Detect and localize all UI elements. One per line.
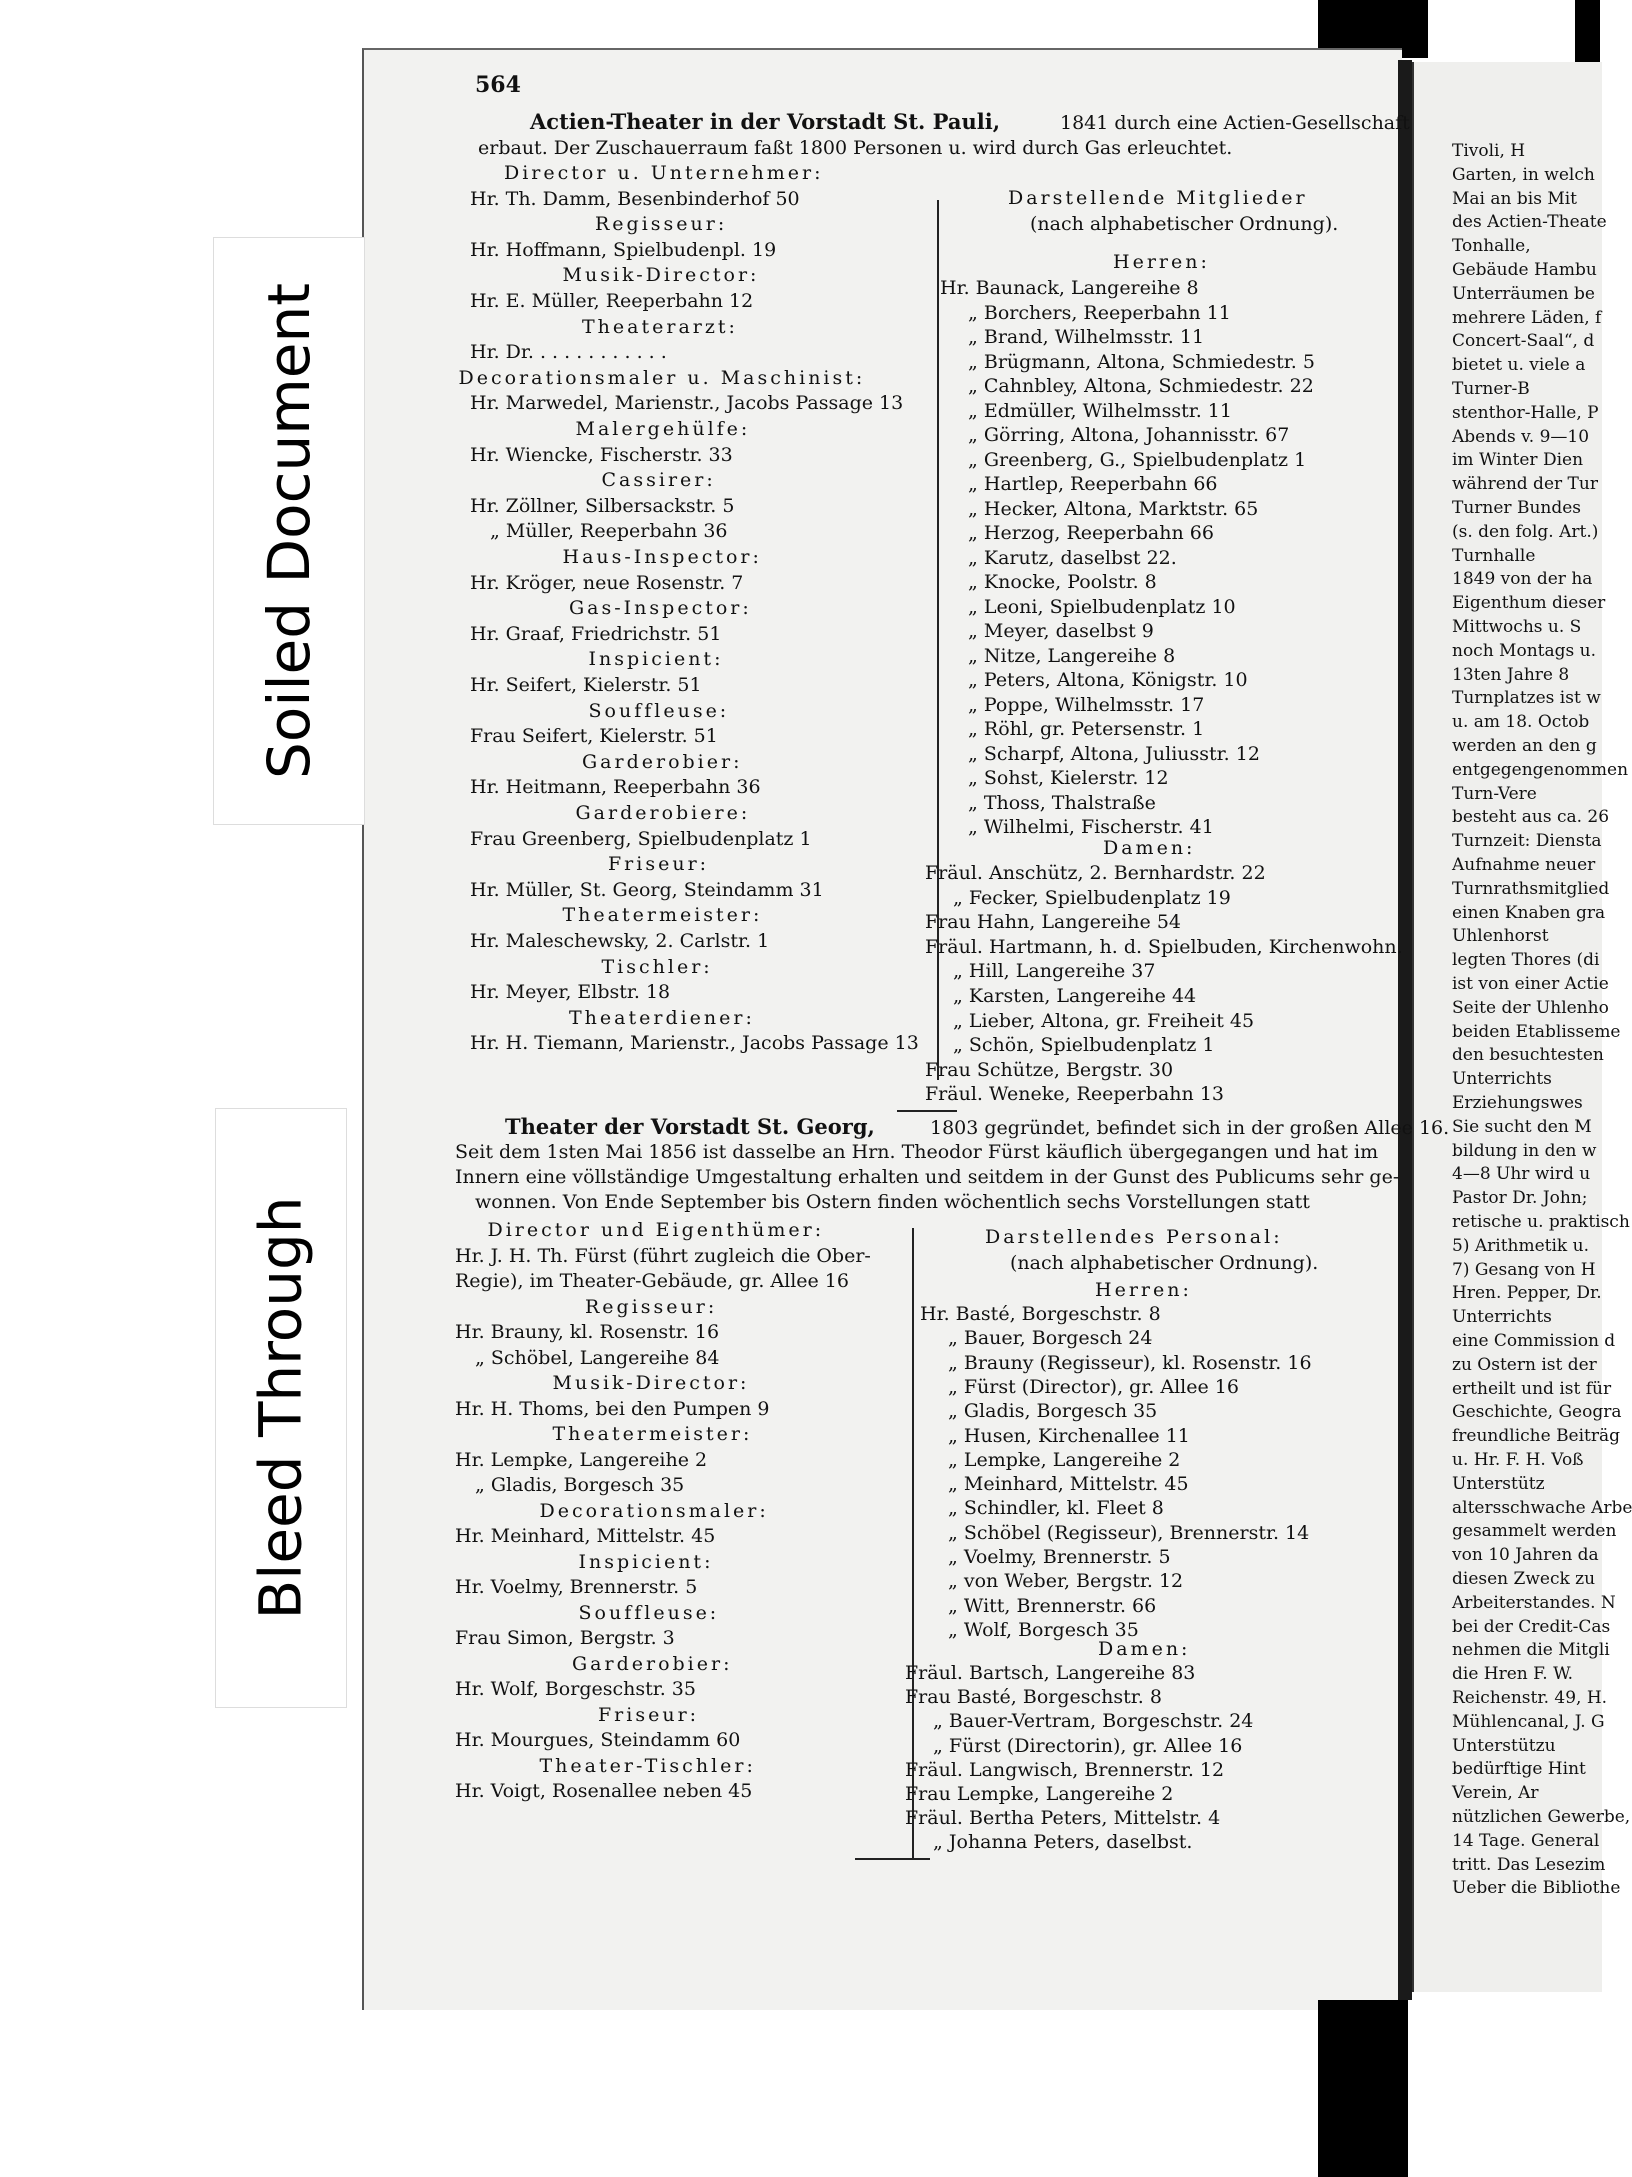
staff-role: Inspicient: [578,1550,714,1573]
right-page-line: Aufnahme neuer [1452,855,1596,875]
cast-entry: „ Karutz, daselbst 22. [968,546,1177,569]
cast-entry: „ Leoni, Spielbudenplatz 10 [968,595,1236,618]
right-page-line: Garten, in welch [1452,164,1595,185]
right-page-line: stenthor-Halle, P [1452,402,1599,423]
staff-role: Decorationsmaler u. Maschinist: [458,366,866,389]
section-rule [855,1858,930,1860]
right-page-line: des Actien-Theate [1452,212,1607,233]
staff-role: Director und Eigenthümer: [487,1219,825,1241]
right-page-line: Concert-Saal“, d [1452,331,1595,352]
cast-entry: „ Knocke, Poolstr. 8 [968,571,1157,593]
cast-entry: „ Brand, Wilhelmsstr. 11 [968,326,1205,348]
staff-entry: Hr. Dr. . . . . . . . . . . . [470,341,667,364]
right-page-line: beiden Etablisseme [1452,1021,1621,1042]
staff-entry: Hr. Meinhard, Mittelstr. 45 [455,1525,716,1547]
cast-entry: Fräul. Anschütz, 2. Bernhardstr. 22 [925,862,1266,884]
georg-damen-label: Damen: [1098,1638,1191,1660]
staff-role: Inspicient: [588,648,724,671]
right-page-line: freundliche Beiträg [1452,1426,1621,1447]
georg-intro-4: wonnen. Von Ende September bis Ostern finden wöchentlich sechs Vorstellungen statt [475,1191,1310,1213]
cast-entry: „ Lieber, Altona, gr. Freiheit 45 [953,1009,1255,1032]
cast-entry: „ Thoss, Thalstraße [968,791,1156,814]
staff-role: Cassirer: [601,469,716,492]
right-page-line: Mühlencanal, J. G [1452,1711,1605,1732]
staff-entry: Hr. H. Tiemann, Marienstr., Jacobs Passage 13 [470,1032,919,1055]
right-page-line: bildung in den w [1452,1140,1597,1161]
staff-entry: Hr. E. Müller, Reeperbahn 12 [470,290,754,312]
section-rule [897,1110,957,1112]
staff-entry: Hr. Müller, St. Georg, Steindamm 31 [470,878,824,901]
georg-herren-label: Herren: [1095,1279,1192,1301]
cast-entry: „ Edmüller, Wilhelmsstr. 11 [968,399,1232,422]
staff-role: Director u. Unternehmer: [504,162,824,184]
staff-entry: Hr. Hoffmann, Spielbudenpl. 19 [470,238,777,261]
right-page-line: Tivoli, H [1452,141,1526,161]
georg-cast-title: Darstellendes Personal: [985,1226,1283,1248]
right-page-line: Verein, Ar [1452,1783,1539,1804]
right-page-line: eine Commission d [1452,1331,1616,1351]
pauli-intro-2: erbaut. Der Zuschauerraum faßt 1800 Personen u. wird durch Gas erleuchtet. [478,137,1233,159]
cast-entry: „ Fecker, Spielbudenplatz 19 [953,886,1231,909]
staff-role: Theater-Tischler: [539,1754,756,1777]
staff-entry: Hr. Voelmy, Brennerstr. 5 [455,1576,698,1598]
staff-entry: Hr. Wolf, Borgeschstr. 35 [455,1678,696,1700]
cast-entry: „ Schindler, kl. Fleet 8 [948,1497,1164,1520]
cast-entry: „ Cahnbley, Altona, Schmiedestr. 22 [968,375,1314,397]
right-page-line: Erziehungswes [1452,1093,1583,1113]
staff-role: Musik-Director: [552,1372,750,1394]
staff-entry: Frau Seifert, Kielerstr. 51 [470,725,718,748]
cast-entry: „ Fürst (Director), gr. Allee 16 [948,1375,1239,1398]
cast-entry: „ Hecker, Altona, Marktstr. 65 [968,497,1259,520]
staff-role: Friseur: [608,853,710,876]
right-page-line: Mai an bis Mit [1452,188,1577,209]
right-page-line: Turnhalle [1452,545,1536,566]
cast-entry: „ Brauny (Regisseur), kl. Rosenstr. 16 [948,1351,1312,1374]
staff-entry: Hr. Lempke, Langereihe 2 [455,1448,708,1471]
right-page-line: altersschwache Arbe [1452,1497,1632,1518]
right-page-line: werden an den g [1452,736,1597,756]
cast-entry: „ Herzog, Reeperbahn 66 [968,522,1214,544]
staff-role: Regisseur: [595,213,728,236]
right-page-line: Pastor Dr. John; [1452,1188,1588,1209]
right-page-line: bei der Credit-Cas [1452,1616,1611,1637]
cast-entry: „ Gladis, Borgesch 35 [948,1400,1158,1423]
right-page-line: Seite der Uhlenho [1452,997,1609,1018]
bleed-through-label: Bleed Through [215,1108,347,1708]
staff-role: Souffleuse: [578,1601,720,1624]
staff-entry: „ Gladis, Borgesch 35 [475,1474,685,1496]
staff-role: Souffleuse: [588,699,730,722]
cast-entry: „ Scharpf, Altona, Juliusstr. 12 [968,742,1260,765]
book-gutter [1398,60,1412,2000]
right-page-line: 4—8 Uhr wird u [1452,1164,1591,1185]
right-page-line: 1849 von der ha [1452,569,1593,590]
soiled-document-label: Soiled Document [213,237,365,825]
right-page-line: gesammelt werden [1452,1521,1617,1542]
staff-entry: Hr. Wiencke, Fischerstr. 33 [470,443,733,466]
staff-role: Garderobiere: [575,802,751,824]
georg-intro-1: 1803 gegründet, befindet sich in der großen Allee 16. [930,1117,1450,1139]
right-page-line: im Winter Dien [1452,450,1584,471]
staff-role: Decorationsmaler: [539,1499,769,1522]
cast-entry: „ Sohst, Kielerstr. 12 [968,767,1169,789]
right-page-line: Turner-B [1452,379,1530,399]
cast-entry: „ Greenberg, G., Spielbudenplatz 1 [968,448,1307,471]
right-page-line: zu Ostern ist der [1452,1354,1597,1375]
right-page-line: Turnplatzes ist w [1452,688,1601,709]
right-page-line: die Hren F. W. [1452,1664,1574,1685]
staff-role: Garderobier: [572,1652,733,1675]
georg-cast-subtitle: (nach alphabetischer Ordnung). [1010,1252,1319,1274]
cast-entry: „ Görring, Altona, Johannisstr. 67 [968,424,1290,446]
cast-entry: „ Bauer, Borgesch 24 [948,1327,1153,1350]
staff-role: Theaterdiener: [569,1006,755,1029]
staff-entry: Hr. Mourgues, Steindamm 60 [455,1729,741,1751]
cast-entry: „ Röhl, gr. Petersenstr. 1 [968,718,1205,740]
cast-entry: „ Nitze, Langereihe 8 [968,644,1176,667]
right-page-line: während der Tur [1452,474,1598,495]
staff-role: Musik-Director: [562,264,760,287]
right-page-line: legten Thores (di [1452,950,1600,971]
cast-entry: „ Witt, Brennerstr. 66 [948,1594,1157,1617]
cast-entry: „ Schöbel (Regisseur), Brennerstr. 14 [948,1521,1310,1544]
right-page-line: nützlichen Gewerbe, [1452,1807,1631,1827]
right-page-line: nehmen die Mitgli [1452,1640,1610,1661]
staff-entry: Regie), im Theater-Gebäude, gr. Allee 16 [455,1270,849,1292]
right-page-line: ist von einer Actie [1452,974,1609,994]
cast-entry: Fräul. Langwisch, Brennerstr. 12 [905,1758,1225,1781]
right-page-line: retische u. praktisch [1452,1212,1630,1232]
staff-role: Tischler: [601,955,713,978]
pauli-herren-label: Herren: [1113,251,1210,273]
right-page-line: Arbeiterstandes. N [1452,1592,1616,1613]
pauli-intro-1: 1841 durch eine Actien-Gesellschaft [1060,112,1410,134]
staff-entry: Hr. J. H. Th. Fürst (führt zugleich die Ober- [455,1244,871,1267]
staff-entry: „ Müller, Reeperbahn 36 [490,520,728,543]
staff-entry: Hr. Voigt, Rosenallee neben 45 [455,1780,753,1802]
cast-entry: „ Meinhard, Mittelstr. 45 [948,1473,1189,1496]
cast-entry: „ Hill, Langereihe 37 [953,960,1156,983]
right-page-line: den besuchtesten [1452,1045,1604,1066]
cast-entry: Fräul. Hartmann, h. d. Spielbuden, Kirchenwohn. [925,935,1403,958]
staff-role: Theaterarzt: [582,315,738,338]
right-page-line: u. am 18. Octob [1452,712,1590,733]
right-page-line: Reichenstr. 49, H. [1452,1688,1608,1708]
cast-entry: „ Lempke, Langereihe 2 [948,1448,1181,1471]
cast-entry: Fräul. Bartsch, Langereihe 83 [905,1662,1196,1684]
staff-entry: Hr. Zöllner, Silbersackstr. 5 [470,494,735,517]
cast-entry: „ Schön, Spielbudenplatz 1 [953,1034,1215,1057]
staff-role: Friseur: [598,1703,700,1726]
staff-entry: Hr. Seifert, Kielerstr. 51 [470,674,702,696]
right-page-line: Turnrathsmitglied [1452,878,1610,899]
cast-entry: „ Poppe, Wilhelmsstr. 17 [968,693,1205,716]
right-page-line: Abends v. 9—10 [1452,426,1590,447]
right-page-line: Hren. Pepper, Dr. [1452,1283,1602,1304]
cast-entry: „ Meyer, daselbst 9 [968,620,1154,642]
right-page-line: 7) Gesang von H [1452,1259,1596,1280]
right-page-line: Tonhalle, [1452,236,1531,257]
staff-entry: „ Schöbel, Langereihe 84 [475,1346,720,1369]
staff-entry: Hr. H. Thoms, bei den Pumpen 9 [455,1397,770,1420]
staff-role: Malergehülfe: [575,418,751,440]
right-page-line: Geschichte, Geogra [1452,1402,1622,1423]
right-page-line: Uhlenhorst [1452,926,1549,947]
staff-entry: Hr. Brauny, kl. Rosenstr. 16 [455,1321,720,1343]
staff-entry: Hr. Kröger, neue Rosenstr. 7 [470,571,744,594]
right-page-line: entgegengenommen [1452,759,1629,780]
cast-entry: „ Johanna Peters, daselbst. [933,1831,1193,1854]
staff-role: Theatermeister: [552,1423,753,1445]
cast-entry: „ Fürst (Directorin), gr. Allee 16 [933,1734,1243,1757]
staff-entry: Hr. Marwedel, Marienstr., Jacobs Passage 13 [470,392,904,415]
staff-entry: Hr. Graaf, Friedrichstr. 51 [470,622,722,645]
staff-entry: Hr. Th. Damm, Besenbinderhof 50 [470,187,800,210]
cast-entry: Hr. Baunack, Langereihe 8 [940,277,1199,299]
right-page-line: (s. den folg. Art.) [1452,521,1599,542]
staff-entry: Hr. Meyer, Elbstr. 18 [470,981,671,1004]
right-page-line: Unterrichts [1452,1069,1552,1090]
cast-entry: Frau Schütze, Bergstr. 30 [925,1058,1174,1081]
cast-entry: „ Bauer-Vertram, Borgeschstr. 24 [933,1710,1254,1733]
right-page-line: Unterräumen be [1452,283,1595,304]
cast-entry: Frau Hahn, Langereihe 54 [925,911,1182,934]
staff-entry: Frau Greenberg, Spielbudenplatz 1 [470,827,812,850]
georg-intro-2: Seit dem 1sten Mai 1856 ist dasselbe an Hrn. Theodor Fürst käuflich übergegangen und hat im [455,1141,1379,1163]
right-page-line: bietet u. viele a [1452,355,1586,376]
right-page-line: von 10 Jahren da [1452,1545,1599,1566]
right-page-line: Turner Bundes [1452,498,1582,518]
cast-entry: Fräul. Bertha Peters, Mittelstr. 4 [905,1807,1221,1830]
cast-entry: „ Hartlep, Reeperbahn 66 [968,473,1218,495]
right-page-line: Gebäude Hambu [1452,260,1597,280]
georg-intro-3: Innern eine völlständige Umgestaltung erhalten und seitdem in der Gunst des Publicums sehr ge- [455,1166,1400,1188]
cast-entry: Fräul. Weneke, Reeperbahn 13 [925,1083,1224,1106]
right-page-line: Unterstützu [1452,1735,1556,1756]
cast-entry: Frau Lempke, Langereihe 2 [905,1783,1174,1805]
right-page-line: mehrere Läden, f [1452,307,1602,328]
right-page-line: 13ten Jahre 8 [1452,664,1570,685]
cast-entry: „ Husen, Kirchenallee 11 [948,1424,1190,1447]
right-page-line: Unterrichts [1452,1307,1552,1328]
right-page-line: 5) Arithmetik u. [1452,1235,1589,1256]
staff-entry: Frau Simon, Bergstr. 3 [455,1627,675,1649]
pauli-cast-subtitle: (nach alphabetischer Ordnung). [1030,213,1339,235]
cast-entry: „ Voelmy, Brennerstr. 5 [948,1546,1171,1568]
right-page-line: u. Hr. F. H. Voß [1452,1450,1584,1470]
right-page-line: Sie sucht den M [1452,1116,1592,1137]
right-page-line: Ueber die Bibliothe [1452,1878,1621,1899]
right-page-line: noch Montags u. [1452,640,1596,661]
cast-entry: „ Peters, Altona, Königstr. 10 [968,669,1248,691]
staff-role: Regisseur: [585,1295,718,1318]
cast-entry: Frau Basté, Borgeschstr. 8 [905,1686,1162,1709]
right-page-line: besteht aus ca. 26 [1452,807,1610,828]
pauli-cast-title: Darstellende Mitglieder [1008,187,1308,209]
right-page-line: diesen Zweck zu [1452,1569,1596,1589]
right-page-line: Unterstütz [1452,1473,1545,1494]
right-page-line: Turn-Vere [1452,783,1537,804]
right-page-line: bedürftige Hint [1452,1759,1586,1780]
staff-entry: Hr. Heitmann, Reeperbahn 36 [470,776,761,799]
right-page-line: 14 Tage. General [1452,1830,1600,1851]
pauli-title: Actien-Theater in der Vorstadt St. Pauli, [530,109,1001,134]
right-page-line: einen Knaben gra [1452,902,1606,923]
staff-entry: Hr. Maleschewsky, 2. Carlstr. 1 [470,930,770,952]
right-page-line: Eigenthum dieser [1452,593,1606,614]
cast-entry: „ Brügmann, Altona, Schmiedestr. 5 [968,350,1315,373]
staff-role: Gas-Inspector: [569,597,752,620]
staff-role: Theatermeister: [562,904,763,927]
cast-entry: „ Wolf, Borgesch 35 [948,1618,1139,1641]
cast-entry: „ von Weber, Bergstr. 12 [948,1570,1184,1593]
cast-entry: „ Borchers, Reeperbahn 11 [968,301,1231,324]
staff-role: Haus-Inspector: [562,546,762,568]
scan-edge-shadow [1318,2000,1408,2177]
right-page-line: ertheilt und ist für [1452,1378,1612,1399]
cast-entry: „ Karsten, Langereihe 44 [953,985,1197,1007]
right-page-line: Turnzeit: Diensta [1452,831,1602,852]
cast-entry: „ Wilhelmi, Fischerstr. 41 [968,816,1214,838]
staff-role: Garderobier: [582,750,743,773]
pauli-damen-label: Damen: [1103,837,1196,859]
page-number: 564 [475,72,521,98]
georg-title: Theater der Vorstadt St. Georg, [505,1114,875,1139]
right-page-line: tritt. Das Lesezim [1452,1854,1606,1875]
right-page-line: Mittwochs u. S [1452,617,1582,637]
cast-entry: Hr. Basté, Borgeschstr. 8 [920,1303,1161,1325]
